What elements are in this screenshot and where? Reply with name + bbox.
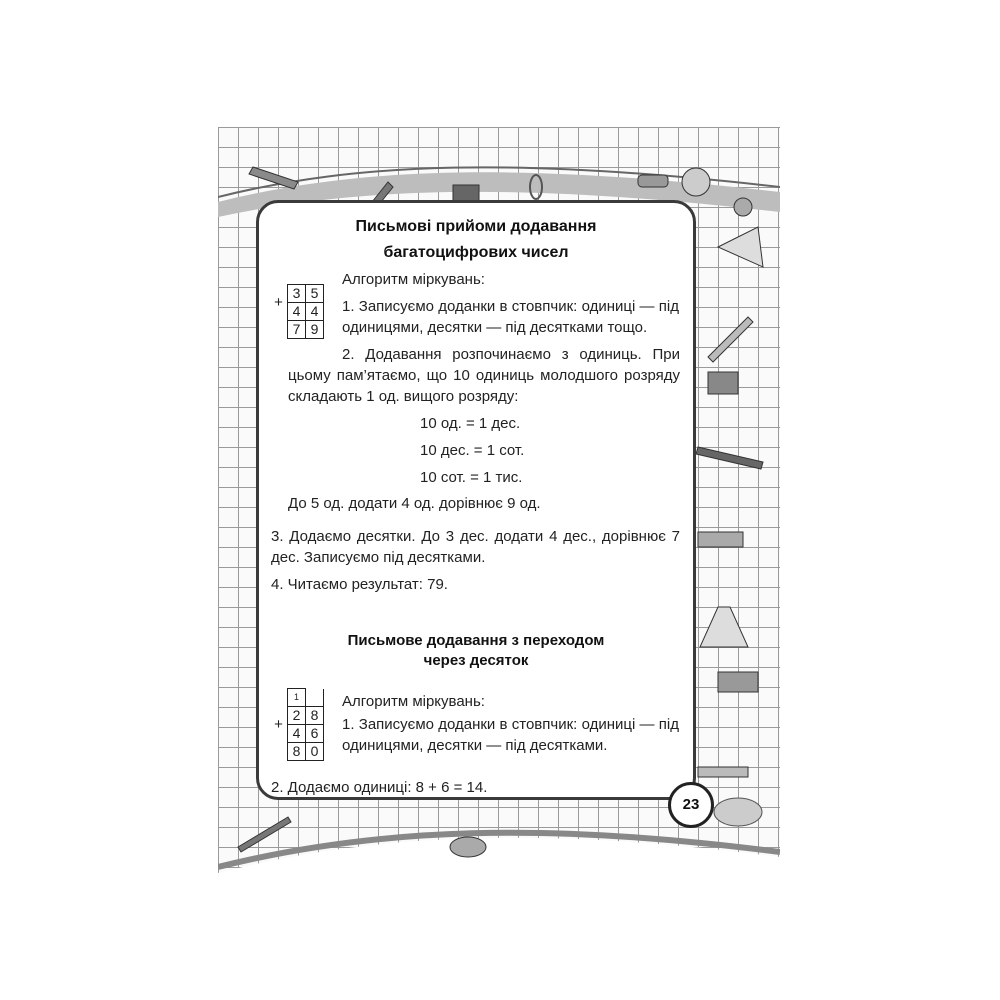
column-addition-example-2 (270, 688, 324, 761)
pencil-icon (708, 317, 753, 362)
section1-title-line2: багатоцифрових чисел (383, 244, 569, 261)
digit: 2 (288, 707, 306, 725)
digit: 3 (288, 285, 306, 303)
equation-2: 10 дес. = 1 сот. (420, 442, 525, 459)
digit: 6 (306, 725, 324, 743)
eraser-icon (718, 672, 758, 692)
plus-sign: + (274, 294, 283, 311)
cloud-icon (714, 798, 762, 826)
pushpin-icon (734, 198, 752, 216)
section2-title-line2: через десяток (423, 652, 529, 669)
step2-result: До 5 од. додати 4 од. дорівнює 9 од. (288, 495, 541, 512)
result-digit: 7 (288, 321, 306, 339)
page-number: 23 (668, 782, 714, 828)
carry-digit: 1 (288, 689, 306, 707)
lamp-icon (682, 168, 710, 196)
brush-icon (238, 817, 291, 852)
section1-title-line1: Письмові прийоми додавання (355, 218, 597, 235)
algorithm-label-2: Алгоритм міркувань: (342, 693, 485, 710)
eraser-icon (453, 185, 479, 201)
plus-sign: + (274, 716, 283, 733)
protractor-icon (718, 227, 763, 267)
digit: 8 (306, 707, 324, 725)
tube-icon (638, 175, 668, 187)
paperclip-icon (530, 175, 542, 199)
result-digit: 0 (306, 743, 324, 761)
column-addition-example-1 (270, 284, 324, 339)
section2-step1-text: 1. Записуємо доданки в стовпчик: одиниці — під одиницями, десятки — під десятками. (342, 716, 679, 754)
algorithm-label: Алгоритм міркувань: (342, 271, 485, 288)
result-digit: 8 (288, 743, 306, 761)
flask-icon (700, 607, 748, 647)
equation-1: 10 од. = 1 дес. (420, 415, 521, 432)
digit: 5 (306, 285, 324, 303)
digit: 4 (288, 725, 306, 743)
pencil-icon (696, 447, 763, 469)
pencil-icon (249, 167, 298, 189)
equation-3: 10 сот. = 1 тис. (420, 469, 523, 486)
book-icon (698, 532, 743, 547)
step1-text: 1. Записуємо доданки в стовпчик: одиниці — під одиницями, десятки — під десятками тощо. (342, 298, 679, 336)
step4-text: 4. Читаємо результат: 79. (271, 576, 448, 593)
pencil-icon (698, 767, 748, 777)
section2-step2-text: 2. Додаємо одиниці: 8 + 6 = 14. (271, 779, 488, 796)
notebook-icon (708, 372, 738, 394)
digit: 4 (288, 303, 306, 321)
result-digit: 9 (306, 321, 324, 339)
section2-title-line1: Письмове додавання з переходом (347, 632, 605, 649)
step3-text: 3. Додаємо десятки. До 3 дес. додати 4 дес., дорівнює 7 дес. Записуємо під десятками. (271, 528, 680, 566)
digit: 4 (306, 303, 324, 321)
palette-icon (450, 837, 486, 857)
step2-text: 2. Додавання розпочинаємо з одиниць. При цьому пам’ятаємо, що 10 одиниць молодшого розряду складають 1 од. вищого розряду: (288, 346, 680, 405)
